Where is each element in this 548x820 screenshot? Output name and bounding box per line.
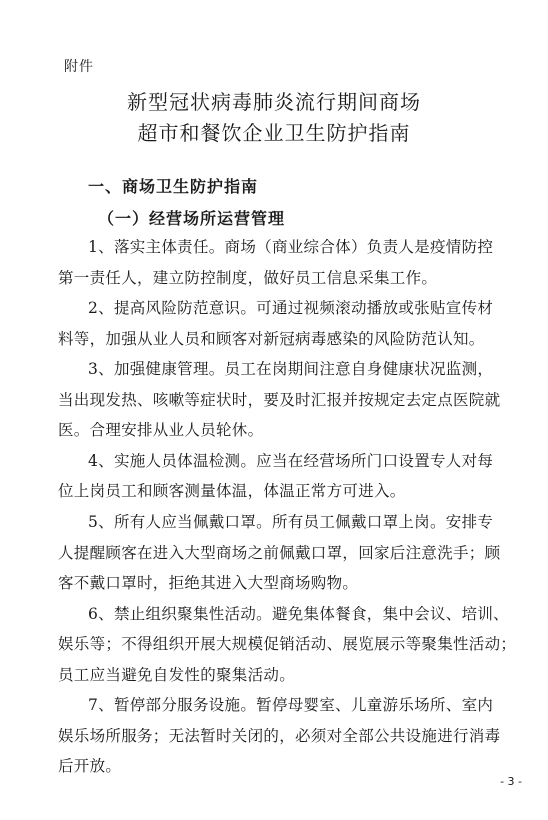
text-line: 客不戴口罩时，拒绝其进入大型商场购物。 — [58, 574, 359, 592]
text-line: 6、禁止组织聚集性活动。避免集体餐食，集中会议、培训、 — [88, 605, 509, 623]
text-line: 1、落实主体责任。商场（商业综合体）负责人是疫情防控 — [88, 238, 494, 256]
text-line: 第一责任人，建立防控制度，做好员工信息采集工作。 — [58, 269, 438, 287]
text-line: 当出现发热、咳嗽等症状时，要及时汇报并按规定去定点医院就 — [58, 391, 501, 409]
document-title-line-2: 超市和餐饮企业卫生防护指南 — [137, 121, 411, 145]
text-line: 医。合理安排从业人员轮休。 — [58, 421, 264, 439]
text-line: 娱乐等；不得组织开展大规模促销活动、展览展示等聚集性活动； — [58, 635, 517, 653]
text-line: 后开放。 — [58, 757, 122, 775]
text-line: 料等，加强从业人员和顾客对新冠病毒感染的风险防范认知。 — [58, 330, 485, 348]
subsection-heading: （一）经营场所运营管理 — [98, 209, 286, 228]
text-line: 2、提高风险防范意识。可通过视频滚动播放或张贴宣传材 — [88, 299, 494, 317]
text-line: 娱乐场所服务；无法暂时关闭的，必须对全部公共设施进行消毒 — [58, 727, 501, 745]
text-line: 人提醒顾客在进入大型商场之前佩戴口罩，回家后注意洗手；顾 — [58, 544, 501, 562]
document-title-line-1: 新型冠状病毒肺炎流行期间商场 — [127, 90, 421, 114]
section-heading: 一、商场卫生防护指南 — [88, 177, 259, 196]
text-line: 7、暂停部分服务设施。暂停母婴室、儿童游乐场所、室内 — [88, 696, 494, 714]
text-line: 3、加强健康管理。员工在岗期间注意自身健康状况监测， — [88, 360, 494, 378]
text-line: 员工应当避免自发性的聚集活动。 — [58, 666, 296, 684]
page-number: - 3 - — [500, 775, 522, 788]
text-line: 4、实施人员体温检测。应当在经营场所门口设置专人对每 — [88, 452, 494, 470]
attachment-label: 附件 — [64, 59, 94, 75]
text-line: 5、所有人应当佩戴口罩。所有员工佩戴口罩上岗。安排专 — [88, 513, 494, 531]
text-line: 位上岗员工和顾客测量体温，体温正常方可进入。 — [58, 482, 406, 500]
